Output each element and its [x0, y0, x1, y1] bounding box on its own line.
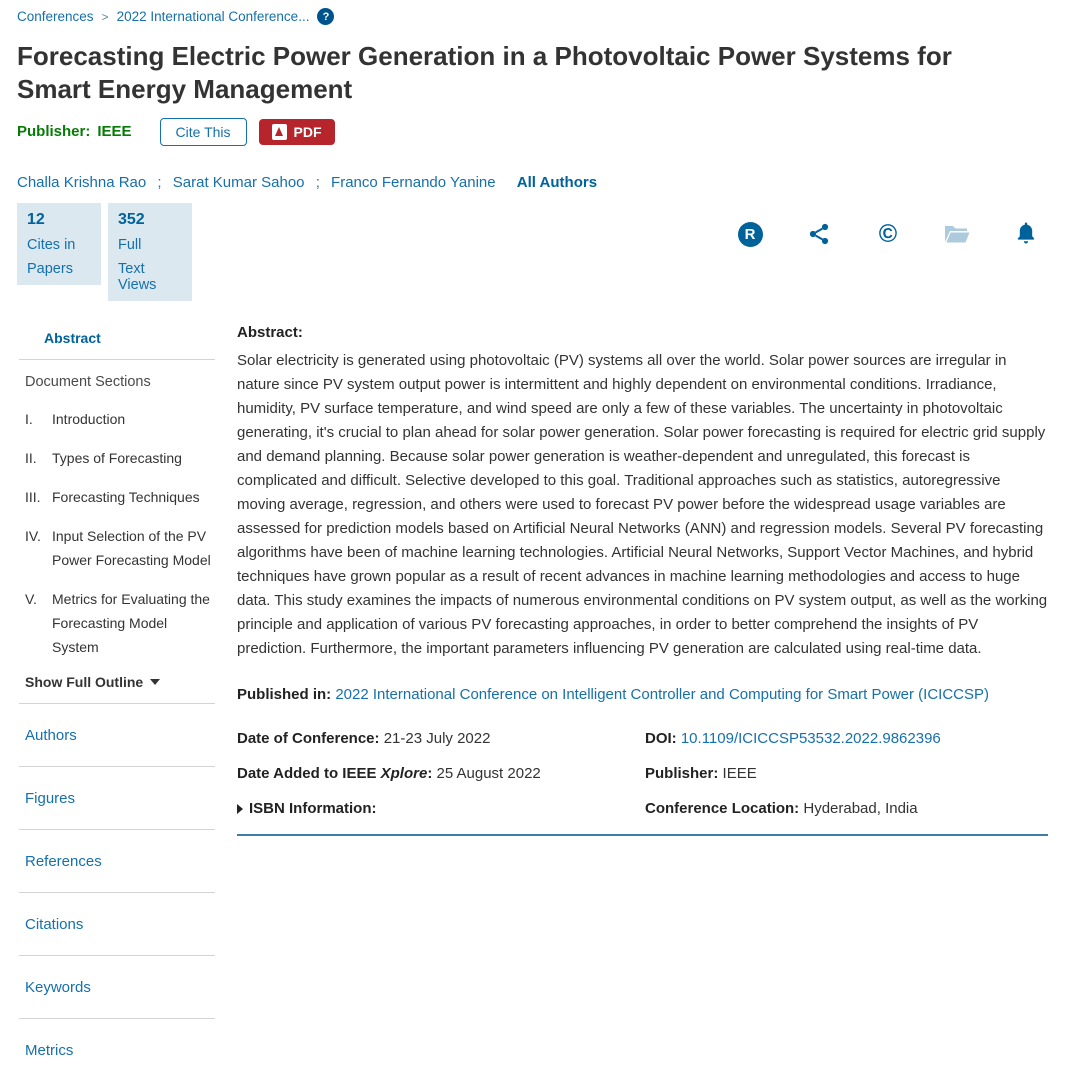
- copyright-icon[interactable]: [874, 220, 902, 248]
- views-label-line1: Full: [118, 237, 142, 253]
- metadata-grid: [237, 730, 1048, 817]
- sidebar-divider: [19, 766, 215, 767]
- sidebar-divider: [19, 703, 215, 704]
- copyright-glyph: ©: [878, 219, 898, 248]
- breadcrumb-conferences-link[interactable]: Conferences: [17, 9, 94, 24]
- cites-label-line2: Papers: [27, 261, 73, 277]
- sidebar-section-metrics-evaluating[interactable]: V. Metrics for Evaluating the Forecasting Model System: [25, 591, 210, 655]
- cites-label-line1: Cites in: [27, 237, 76, 253]
- sidebar-item-authors[interactable]: Authors: [25, 727, 77, 744]
- sidebar-divider: [19, 955, 215, 956]
- views-count: 352: [118, 211, 145, 228]
- chevron-right-icon: [237, 804, 243, 814]
- main-area: [17, 324, 1048, 1068]
- sidebar-divider: [19, 1018, 215, 1019]
- sidebar-section-input-selection[interactable]: IV. Input Selection of the PV Power Forecasting Model: [25, 528, 211, 568]
- cite-this-button[interactable]: Cite This: [160, 118, 247, 146]
- sidebar-divider: [19, 359, 215, 360]
- doi-link[interactable]: 10.1109/ICICCSP53532.2022.9862396: [680, 730, 941, 747]
- publisher-row: [17, 116, 1048, 147]
- sidebar-divider: [19, 829, 215, 830]
- publisher-label: Publisher:: [17, 123, 91, 140]
- help-icon[interactable]: ?: [317, 8, 334, 25]
- document-sections-label: Document Sections: [25, 374, 151, 390]
- abstract-heading: Abstract:: [237, 324, 303, 341]
- chevron-down-icon: [150, 679, 160, 685]
- sidebar-item-references[interactable]: References: [25, 853, 102, 870]
- share-icon[interactable]: [805, 220, 833, 248]
- alerts-bell-icon[interactable]: [1012, 220, 1040, 248]
- stats-row: [17, 203, 1048, 301]
- publisher-value: IEEE: [97, 123, 132, 140]
- sidebar-item-figures[interactable]: Figures: [25, 790, 76, 807]
- author-link-2[interactable]: Sarat Kumar Sahoo: [172, 174, 305, 191]
- folder-glyph: [943, 222, 971, 246]
- sidebar-item-metrics[interactable]: Metrics: [25, 1042, 74, 1059]
- abstract-text: Solar electricity is generated using photovoltaic (PV) systems all over the world. Solar power sources are irregular in nature since PV system output power is intermittent and highly dependent on environmental conditions. Irradiance, humidity, PV surface temperature, and wind speed are only a few of these variables. The uncertainty in photovoltaic generating, it's crucial to plan ahead for solar power generation. Solar power forecasting is required for electric grid supply and demand planning. Because solar power generation is weather-dependent and unregulated, this forecast is complicated and difficult. Selective developed to this goal. Traditional approaches such as statistics, autoregressive moving average, regression, and others were used to forecast PV power before the widespread usage variables are assessed for prediction models based on Artificial Neural Networks (ANN) and regression models. Several PV forecasting algorithms have been of machine learning technologies. Artificial Neural Networks, Support Vector Machines, and hybrid techniques have grown popular as a result of recent advances in machine learning methodologies and access to huge data. This study examines the impacts of numerous environmental conditions on PV system output, as well as the working principle and application of various PV forecasting approaches, in order to better comprehend the insights of PV prediction. Furthermore, the important parameters influencing PV generation are calculated using real-time data.: [237, 352, 1048, 657]
- cites-in-papers-metric[interactable]: [17, 203, 101, 285]
- page-title: Forecasting Electric Power Generation in a Photovoltaic Power Systems for Smart Energy Management: [17, 41, 952, 104]
- breadcrumb-separator: >: [101, 9, 109, 24]
- author-separator: ;: [157, 174, 162, 191]
- author-link-1[interactable]: Challa Krishna Rao: [17, 174, 147, 191]
- sidebar-item-citations[interactable]: Citations: [25, 916, 84, 933]
- sidebar-divider: [19, 892, 215, 893]
- breadcrumb: [17, 8, 1048, 25]
- show-full-outline-toggle[interactable]: Show Full Outline: [25, 674, 215, 690]
- published-in-row: [237, 686, 1048, 703]
- full-text-views-metric[interactable]: [108, 203, 192, 301]
- author-link-3[interactable]: Franco Fernando Yanine: [331, 174, 496, 191]
- content-column: [237, 324, 1048, 1068]
- author-separator: ;: [315, 174, 320, 191]
- publisher-meta: Publisher: IEEE: [645, 765, 757, 782]
- share-glyph: [807, 222, 831, 246]
- folder-icon[interactable]: [943, 220, 971, 248]
- readcube-r-icon[interactable]: [736, 220, 764, 248]
- pdf-button-label: PDF: [293, 123, 322, 140]
- sidebar-section-forecasting-techniques[interactable]: III. Forecasting Techniques: [25, 489, 200, 505]
- published-in-label: Published in:: [237, 686, 332, 703]
- bell-glyph: [1014, 221, 1038, 247]
- doi: DOI: 10.1109/ICICCSP53532.2022.9862396: [645, 730, 941, 747]
- published-in-link[interactable]: 2022 International Conference on Intelligent Controller and Computing for Smart Power (ICICCSP): [335, 686, 990, 703]
- conference-location: Conference Location: Hyderabad, India: [645, 800, 918, 817]
- sidebar-item-abstract[interactable]: Abstract: [44, 330, 101, 346]
- sidebar-item-keywords[interactable]: Keywords: [25, 979, 91, 996]
- action-icons: [736, 220, 1040, 248]
- all-authors-link[interactable]: All Authors: [516, 174, 598, 191]
- bottom-divider: [237, 834, 1048, 836]
- cites-count: 12: [27, 211, 45, 228]
- pdf-file-icon: [272, 124, 287, 140]
- isbn-information-toggle[interactable]: ISBN Information:: [237, 800, 645, 817]
- sidebar-section-introduction[interactable]: I. Introduction: [25, 411, 126, 427]
- r-badge-icon: R: [738, 222, 763, 247]
- sidebar-section-types-of-forecasting[interactable]: II. Types of Forecasting: [25, 450, 182, 466]
- date-added-to-xplore: Date Added to IEEE Xplore: 25 August 2022: [237, 765, 541, 782]
- breadcrumb-conference-link[interactable]: 2022 International Conference...: [116, 9, 310, 24]
- views-label-line2: Text Views: [118, 261, 157, 293]
- sidebar-outline: [17, 324, 215, 1068]
- authors-row: [17, 174, 1048, 191]
- pdf-button[interactable]: [259, 119, 335, 145]
- date-of-conference: Date of Conference: 21-23 July 2022: [237, 730, 491, 747]
